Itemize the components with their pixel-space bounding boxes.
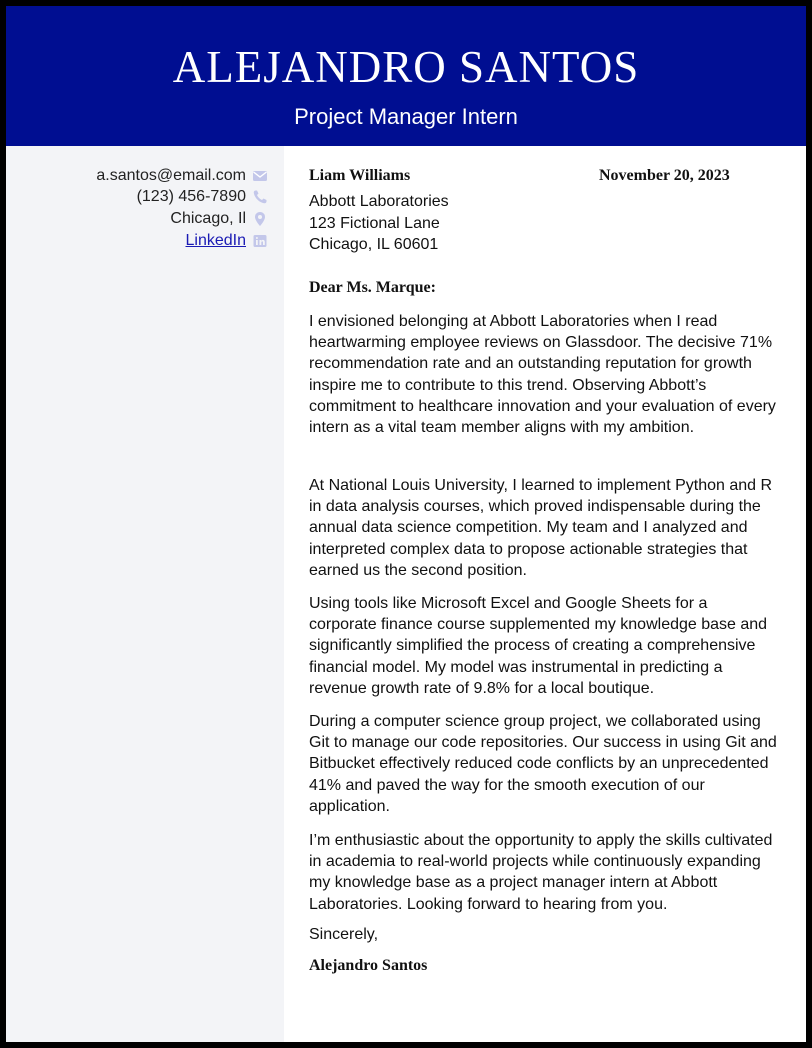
contact-email: a.santos@email.com — [96, 167, 246, 184]
resume-page — [6, 6, 806, 1042]
applicant-name: ALEJANDRO SANTOS — [172, 42, 640, 92]
contact-location: Chicago, Il — [170, 210, 246, 227]
paragraph-1: I envisioned belonging at Abbott Laboratories when I read heartwarming employee reviews on Glassdoor. The decisive 71% recommendation rate and an outstanding reputation for growth inspire me to contribute to this trend. Observing Abbott’s commitment to healthcare innovation and your evaluation of every intern as a vital team member aligns with my ambition. — [309, 313, 776, 437]
phone-icon — [252, 189, 268, 205]
recipient-name: Liam Williams — [309, 167, 411, 184]
paragraph-4: During a computer science group project, we collaborated using Git to manage our code repositories. Our success in using Git and Bitbucket effectively reduced code conflicts by an unprecedented 41% and paved the way for the smooth execution of our application. — [309, 713, 777, 815]
recipient-city: Chicago, IL 60601 — [309, 236, 439, 253]
letter-date: November 20, 2023 — [599, 167, 730, 184]
contact-phone: (123) 456-7890 — [136, 188, 246, 205]
linkedin-link[interactable]: LinkedIn — [185, 232, 246, 249]
closing: Sincerely, — [309, 926, 379, 943]
job-title: Project Manager Intern — [294, 104, 518, 129]
location-pin-icon — [252, 211, 268, 227]
header-banner — [6, 6, 806, 146]
salutation: Dear Ms. Marque: — [309, 279, 436, 296]
linkedin-icon[interactable] — [252, 233, 268, 249]
paragraph-2: At National Louis University, I learned to implement Python and R in data analysis courses, which proved indispensable during the annual data science competition. My team and I analyzed and interpreted complex data to propose actionable strategies that earned us the second position. — [309, 477, 773, 579]
recipient-company: Abbott Laboratories — [309, 193, 449, 210]
recipient-street: 123 Fictional Lane — [309, 215, 440, 232]
paragraph-5: I’m enthusiastic about the opportunity to apply the skills cultivated in academia to real-world projects while continuously expanding my knowledge base as a project manager intern at Abbott Laboratories. Looking forward to hearing from you. — [309, 832, 773, 913]
paragraph-3: Using tools like Microsoft Excel and Google Sheets for a corporate finance course supplemented my knowledge base and significantly simplified the process of creating a comprehensive financial model. My model was instrumental in predicting a revenue growth rate of 9.8% for a local boutique. — [309, 595, 768, 697]
contact-location-row — [6, 208, 284, 230]
contact-phone-row — [6, 186, 284, 208]
contact-sidebar — [6, 146, 284, 1042]
contact-email-row — [6, 165, 284, 187]
envelope-icon — [252, 168, 268, 184]
signature: Alejandro Santos — [309, 957, 428, 974]
contact-linkedin-row[interactable] — [6, 230, 284, 252]
